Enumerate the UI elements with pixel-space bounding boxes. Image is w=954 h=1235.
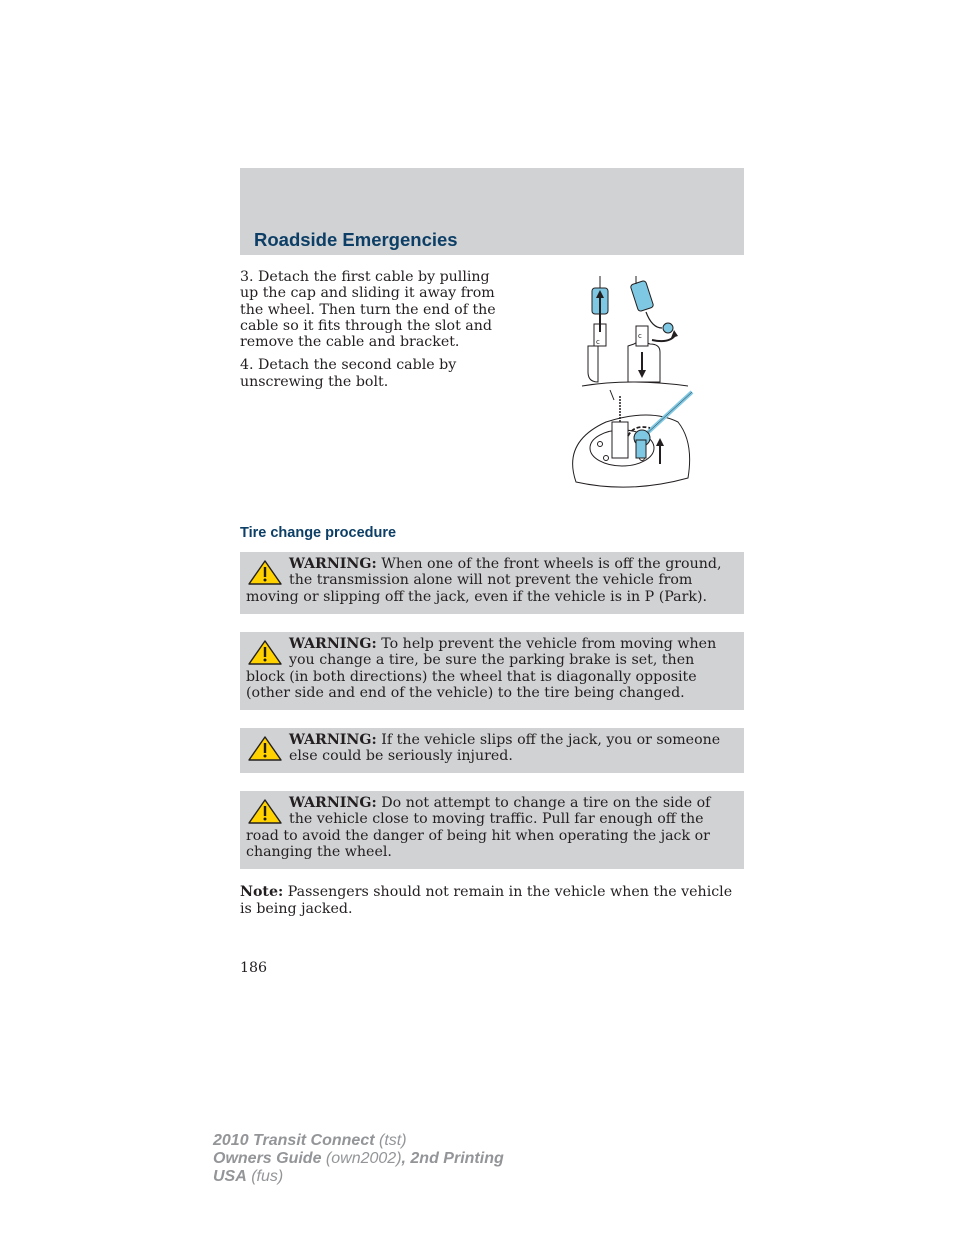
warning-label: WARNING: — [289, 795, 377, 811]
svg-text:c: c — [596, 338, 600, 346]
tire-change-heading: Tire change procedure — [240, 525, 397, 541]
warning-text: Do not attempt to change a tire on the side of the vehicle close to moving traffic. Pull far enough off the road to avoid the danger of being hit when operating the jack or changing the wheel. — [246, 795, 711, 860]
warning-triangle-icon — [246, 797, 284, 825]
warning-triangle-icon — [246, 734, 284, 762]
footer-market-code: (fus) — [246, 1168, 284, 1185]
warning-label: WARNING: — [289, 556, 377, 572]
bracket-left-icon — [588, 276, 608, 382]
footer-line-2 — [213, 1150, 504, 1168]
warning-text: To help prevent the vehicle from moving when you change a tire, be sure the parking brake is set, then block (in both directions) the wheel that is diagonally opposite (other side and end of the vehicle) to the tire being changed. — [246, 636, 717, 701]
note-label: Note: — [240, 884, 284, 900]
svg-text:c: c — [638, 332, 642, 340]
warning-text: If the vehicle slips off the jack, you or someone else could be seriously injured. — [289, 732, 721, 765]
warning-box-front-wheels — [240, 552, 744, 614]
warning-triangle-icon — [246, 638, 284, 666]
note-text: Passengers should not remain in the vehicle when the vehicle is being jacked. — [240, 884, 733, 917]
footer-printing: , 2nd Printing — [401, 1150, 504, 1167]
footer-model: 2010 Transit Connect — [213, 1132, 375, 1149]
note — [240, 884, 744, 918]
page-number: 186 — [240, 960, 268, 976]
footer-guide: Owners Guide — [213, 1150, 322, 1167]
footer-line-1 — [213, 1132, 504, 1150]
step-instructions — [240, 269, 502, 397]
step-3: 3. Detach the first cable by pulling up the cap and sliding it away from the wheel. Then turn the end of the cable so it fits through the slot and remove the cable and bracket. — [240, 269, 496, 351]
footer-model-code: (tst) — [374, 1132, 407, 1149]
warning-triangle-icon — [246, 558, 284, 586]
footer-line-3 — [213, 1168, 504, 1186]
footer-market: USA — [213, 1168, 247, 1185]
wheel-hub-icon — [573, 390, 692, 487]
bracket-right-icon — [628, 276, 678, 382]
footer — [213, 1132, 504, 1186]
section-title: Roadside Emergencies — [254, 229, 458, 250]
warning-text: When one of the front wheels is off the ground, the transmission alone will not prevent the vehicle from moving or slipping off the jack, even if the vehicle is in P (Park). — [246, 556, 722, 605]
warning-box-jack-slip — [240, 728, 744, 773]
warning-box-traffic — [240, 791, 744, 869]
warning-label: WARNING: — [289, 732, 377, 748]
footer-guide-code: (own2002) — [321, 1150, 402, 1167]
cable-removal-illustration — [570, 272, 696, 494]
warning-box-parking-brake — [240, 632, 744, 710]
step-4: 4. Detach the second cable by unscrewing the bolt. — [240, 357, 457, 390]
warning-label: WARNING: — [289, 636, 377, 652]
